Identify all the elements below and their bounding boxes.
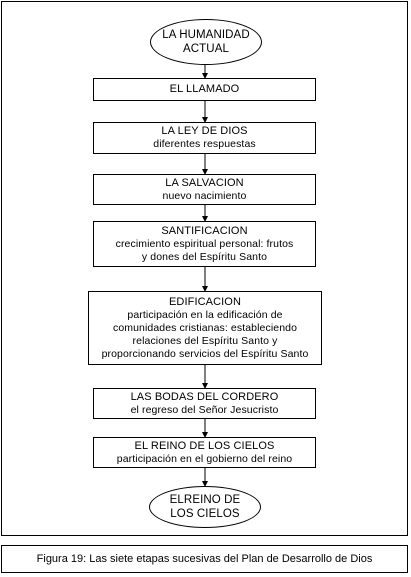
step-salvacion: [93, 174, 316, 205]
end-node: [149, 486, 261, 528]
step-description-line-1: participación en la edificación de: [127, 308, 283, 321]
step-reino-de-los-cielos: [93, 437, 316, 468]
step-description-line-1: crecimiento espiritual personal: frutos: [115, 237, 294, 250]
step-description-line-4: proporcionando servicios del Espíritu Santo: [101, 347, 309, 360]
step-title: LA SALVACION: [165, 176, 244, 189]
step-title: EL REINO DE LOS CIELOS: [134, 439, 275, 452]
step-description-line-2: comunidades cristianas: estableciendo: [112, 321, 298, 334]
step-description: diferentes respuestas: [153, 138, 256, 150]
caption-text: Figura 19: Las siete etapas sucesivas del Plan de Desarrollo de Dios: [36, 553, 373, 565]
step-llamado: [93, 78, 316, 101]
start-node: [150, 19, 262, 65]
step-santificacion: [93, 221, 316, 267]
step-title: EL LLAMADO: [169, 83, 240, 95]
step-description: el regreso del Señor Jesucristo: [130, 403, 279, 416]
start-line-1: LA HUMANIDAD: [162, 29, 250, 41]
end-line-2: LOS CIELOS: [170, 508, 240, 520]
step-bodas-del-cordero: [93, 388, 316, 419]
step-description: nuevo nacimiento: [162, 189, 247, 202]
step-title: EDIFICACION: [169, 295, 241, 308]
start-line-2: ACTUAL: [183, 43, 229, 55]
figure-caption: [1, 545, 408, 573]
step-title: LAS BODAS DEL CORDERO: [130, 390, 279, 403]
step-title: SANTIFICACION: [161, 224, 248, 237]
step-description-line-2: y dones del Espíritu Santo: [141, 250, 268, 263]
step-description: participación en el gobierno del reino: [116, 452, 293, 465]
step-title: LA LEY DE DIOS: [161, 125, 248, 137]
end-line-1: ELREINO DE: [169, 494, 241, 506]
step-edificacion: [88, 291, 322, 365]
step-ley-de-dios: [93, 122, 316, 154]
step-description-line-3: relaciones del Espíritu Santo y: [132, 334, 278, 347]
